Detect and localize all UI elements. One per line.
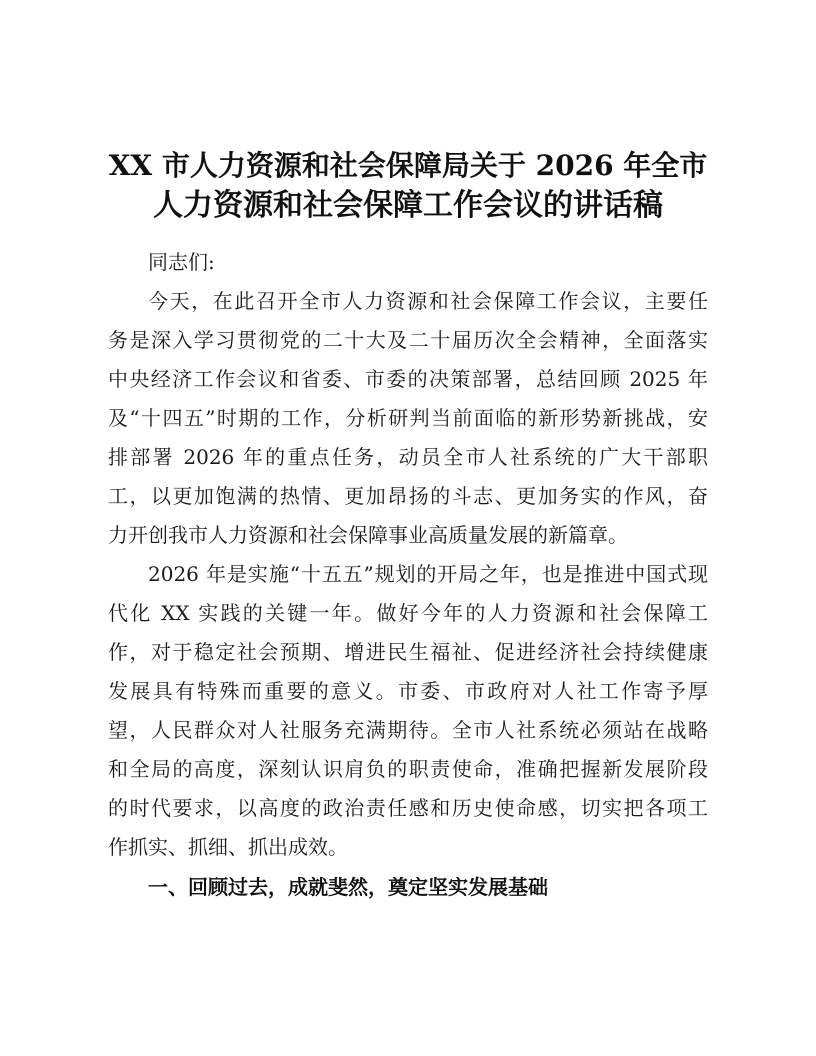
paragraph-2-line-4: 发展具有特殊而重要的意义。市委、市政府对人社工作寄予厚 xyxy=(108,679,708,703)
paragraph-2-line-8: 作抓实、抓细、抓出成效。 xyxy=(108,835,348,859)
paragraph-1-line-1: 今天，在此召开全市人力资源和社会保障工作会议，主要任 xyxy=(148,289,708,313)
paragraph-1-line-7: 力开创我市人力资源和社会保障事业高质量发展的新篇章。 xyxy=(108,523,628,547)
salutation: 同志们: xyxy=(148,250,215,274)
paragraph-1-line-4: 及“十四五”时期的工作，分析研判当前面临的新形势新挑战，安 xyxy=(108,406,708,430)
paragraph-2-line-3: 作，对于稳定社会预期、增进民生福祉、促进经济社会持续健康 xyxy=(108,640,708,664)
paragraph-1-line-6: 工，以更加饱满的热情、更加昂扬的斗志、更加务实的作风，奋 xyxy=(108,484,708,508)
document-title-line-1: XX 市人力资源和社会保障局关于 2026 年全市 xyxy=(108,149,708,182)
paragraph-2-line-1: 2026 年是实施“十五五”规划的开局之年，也是推进中国式现 xyxy=(148,562,708,586)
paragraph-2-line-5: 望，人民群众对人社服务充满期待。全市人社系统必须站在战略 xyxy=(108,718,708,742)
paragraph-2-line-6: 和全局的高度，深刻认识肩负的职责使命，准确把握新发展阶段 xyxy=(108,757,708,781)
document-title-line-2: 人力资源和社会保障工作会议的讲话稿 xyxy=(153,188,663,223)
paragraph-2-line-7: 的时代要求，以高度的政治责任感和历史使命感，切实把各项工 xyxy=(108,796,708,820)
paragraph-1-line-2: 务是深入学习贯彻党的二十大及二十届历次全会精神，全面落实 xyxy=(108,328,708,352)
paragraph-1-line-5: 排部署 2026 年的重点任务，动员全市人社系统的广大干部职 xyxy=(108,445,708,469)
section-heading: 一、回顾过去，成就斐然，奠定坚实发展基础 xyxy=(148,875,548,899)
paragraph-1-line-3: 中央经济工作会议和省委、市委的决策部署，总结回顾 2025 年 xyxy=(108,367,708,391)
paragraph-2-line-2: 代化 XX 实践的关键一年。做好今年的人力资源和社会保障工 xyxy=(108,601,708,625)
